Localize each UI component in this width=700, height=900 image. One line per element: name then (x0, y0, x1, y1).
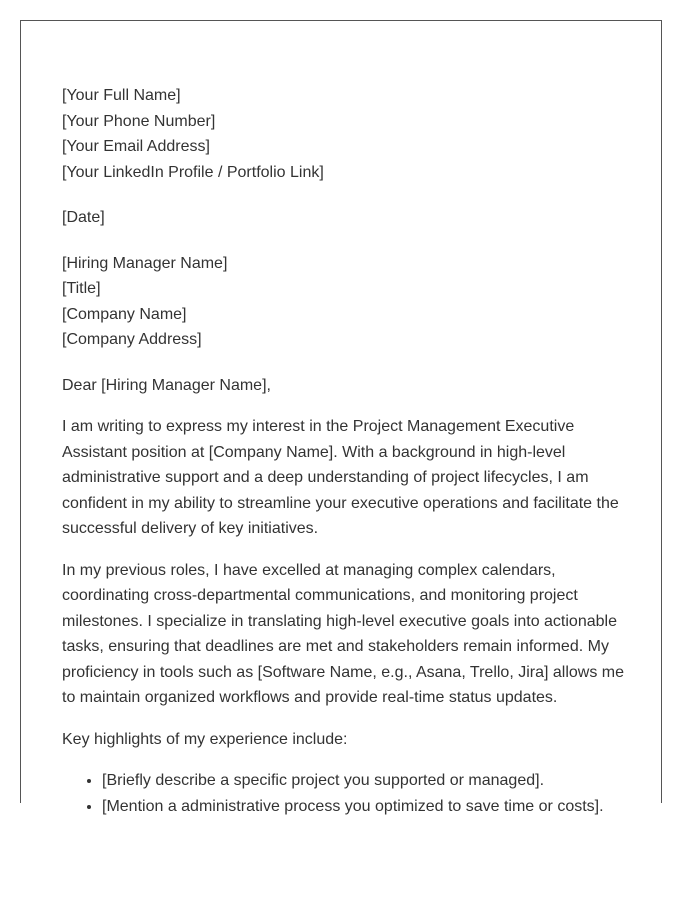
highlights-list (62, 768, 627, 819)
highlights-intro: Key highlights of my experience include: (62, 730, 348, 748)
salutation: Dear [Hiring Manager Name], (62, 376, 271, 394)
recipient-name: [Hiring Manager Name] (62, 254, 228, 272)
cover-letter (62, 83, 627, 819)
body-paragraph-2: In my previous roles, I have excelled at managing complex calendars, coordinating cross-departmental communications, and monitoring project milestones. I specialize in translating high-level executive goals into actionable tasks, ensuring that deadlines are met and stakeholders remain informed. My proficiency in tools such as [Software Name, e.g., Asana, Trello, Jira] allows me to maintain organized workflows and provide real-time status updates. (62, 561, 625, 706)
sender-link: [Your LinkedIn Profile / Portfolio Link] (62, 163, 324, 181)
recipient-address: [Company Address] (62, 331, 202, 348)
highlight-item: • [Mention a administrative process you optimized to save time or costs]. (102, 794, 627, 820)
sender-email: [Your Email Address] (62, 138, 210, 155)
recipient-block (62, 251, 627, 353)
sender-phone: [Your Phone Number] (62, 112, 216, 130)
sender-name: [Your Full Name] (62, 87, 181, 104)
date-block (62, 205, 627, 231)
body-paragraph-1: I am writing to express my interest in the Project Management Executive Assistant position at [Company Name]. With a background in high-level administrative support and a deep understanding of project lifecycles, I am confident in my ability to streamline your executive operations and facilitate the successful delivery of key initiatives. (62, 418, 619, 537)
recipient-title: [Title] (62, 280, 101, 297)
sender-block (62, 83, 627, 185)
recipient-company: [Company Name] (62, 305, 187, 323)
document-page (20, 20, 662, 815)
letter-date: [Date] (62, 209, 105, 226)
highlight-item: • [Briefly describe a specific project you supported or managed]. (102, 768, 627, 794)
